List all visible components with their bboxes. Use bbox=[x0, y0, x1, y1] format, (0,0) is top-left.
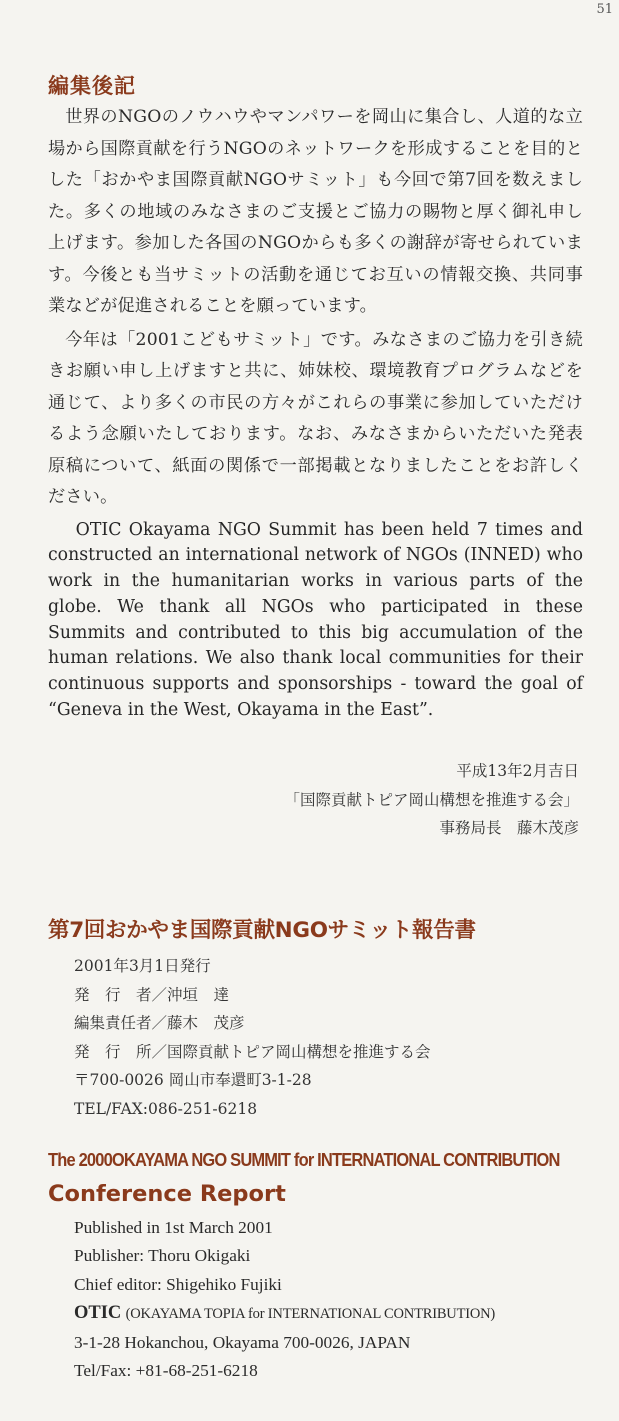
colophon-jp-published: 2001年3月1日発行 bbox=[74, 957, 211, 975]
colophon-en-telfax: Tel/Fax: +81-68-251-6218 bbox=[74, 1361, 258, 1381]
en-paragraph: OTIC Okayama NGO Summit has been held 7 times and constructed an international network of NGOs (INNED) who work in the humanitarian works in various parts of the globe. We thank all NGOs who participated in these Summits and contributed to this big accumulation of the human relations. We also thank local communities for their continuous supports and sponsorships - toward the goal of “Geneva in the West, Okayama in the East”. bbox=[48, 519, 583, 721]
section-heading: 編集後記 bbox=[48, 74, 136, 98]
colophon-en-publisher: Publisher: Thoru Okigaki bbox=[74, 1246, 251, 1266]
colophon-en-published: Published in 1st March 2001 bbox=[74, 1218, 273, 1237]
colophon-en-editor: Chief editor: Shigehiko Fujiki bbox=[74, 1274, 282, 1294]
report-title-jp: 第7回おかやま国際貢献NGOサミット報告書 bbox=[48, 918, 476, 943]
colophon-jp-telfax: TEL/FAX:086-251-6218 bbox=[74, 1099, 258, 1118]
colophon-jp-editor: 編集責任者／藤木 茂彦 bbox=[74, 1014, 245, 1033]
colophon-en-address: 3-1-28 Hokanchou, Okayama 700-0026, JAPAN bbox=[74, 1332, 411, 1352]
colophon-jp-office: 発 行 所／国際貢献トピア岡山構想を推進する会 bbox=[74, 1042, 431, 1061]
jp-paragraph-2: 今年は「2001こどもサミット」です。みなさまのご協力を引き続きお願い申し上げますと共に、姉妹校、環境教育プログラムなどを通じて、より多くの市民の方々がこれらの事業に参加していただけるよう念願いたしております。なお、みなさまからいただいた発表原稿について、紙面の関係で一部掲載となりましたことをお許しください。 bbox=[48, 329, 583, 507]
colophon-en bbox=[74, 1214, 495, 1385]
colophon-jp bbox=[74, 952, 431, 1124]
signature-block bbox=[284, 757, 579, 843]
org-short-name: OTIC bbox=[74, 1303, 122, 1324]
editorial-section bbox=[48, 70, 583, 724]
page-number: 51 bbox=[596, 2, 613, 17]
org-full-name: (OKAYAMA TOPIA for INTERNATIONAL CONTRIBUTION) bbox=[125, 1306, 496, 1323]
report-title-en: The 2000OKAYAMA NGO SUMMIT for INTERNATIONAL CONTRIBUTION bbox=[48, 1150, 560, 1170]
report-subtitle-en: Conference Report bbox=[48, 1181, 286, 1207]
colophon-en-org bbox=[74, 1299, 495, 1328]
jp-paragraph-1: 世界のNGOのノウハウやマンパワーを岡山に集合し、人道的な立場から国際貢献を行うNGOのネットワークを形成することを目的とした「おかやま国際貢献NGOサミット」も今回で第7回を数えました。多くの地域のみなさまのご支援とご協力の賜物と厚く御礼申し上げます。参加した各国のNGOからも多くの謝辞が寄せられています。今後とも当サミットの活動を通じてお互いの情報交換、共同事業などが促進されることを願っています。 bbox=[48, 107, 583, 316]
signature-organization: 「国際貢献トピア岡山構想を推進する会」 bbox=[284, 790, 579, 809]
colophon-jp-publisher: 発 行 者／沖垣 達 bbox=[74, 985, 230, 1004]
colophon-jp-address: 〒700-0026 岡山市奉還町3-1-28 bbox=[74, 1071, 312, 1090]
signature-date: 平成13年2月吉日 bbox=[456, 762, 579, 780]
signature-person: 事務局長 藤木茂彦 bbox=[439, 819, 579, 837]
